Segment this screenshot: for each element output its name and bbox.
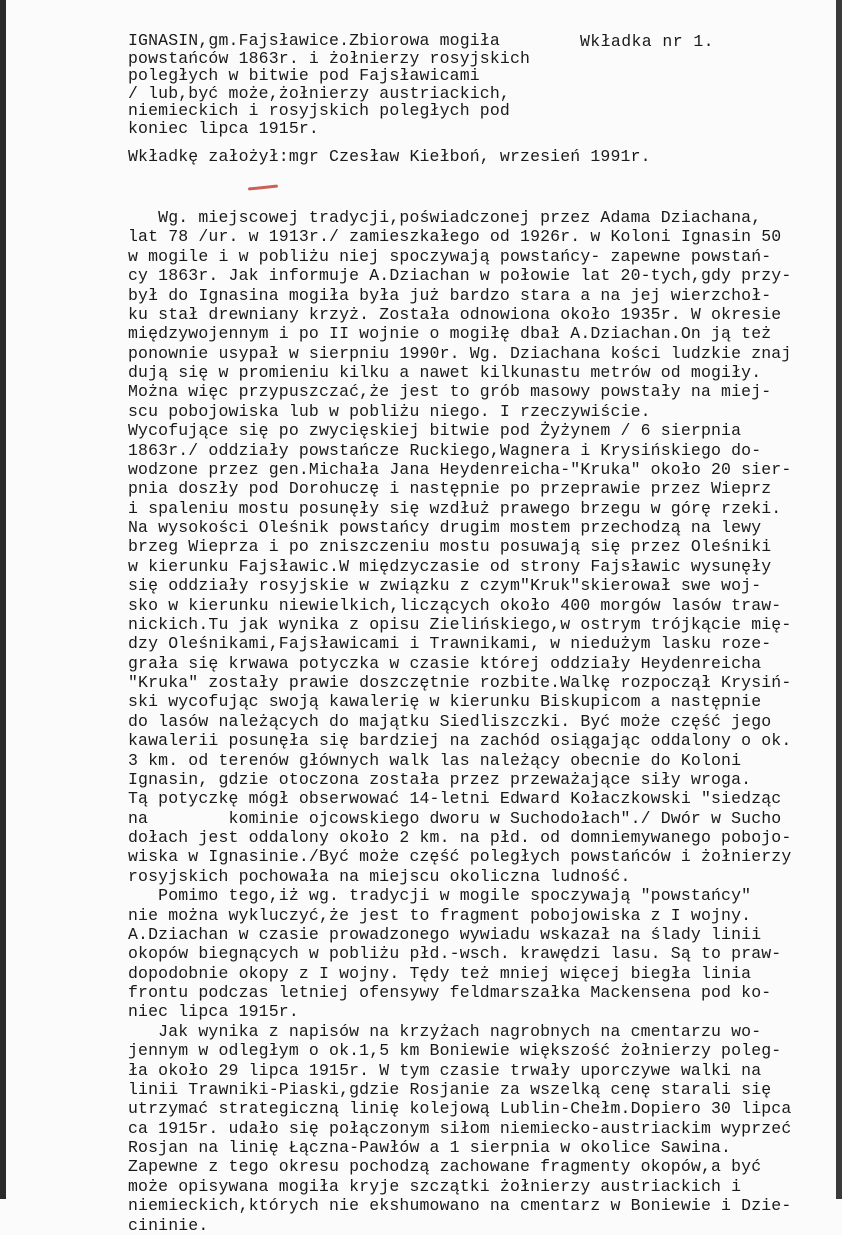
header-line: niemieckich i rosyjskich poległych pod — [128, 101, 510, 121]
body-line: linii Trawniki-Piaski,gdzie Rosjanie za wszelką cenę starali się — [128, 1079, 772, 1099]
body-line: dują się w promieniu kilku a nawet kilkunastu metrów od mogiły. — [128, 363, 762, 382]
body-line: w mogile i w pobliżu niej spoczywają powstańcy- zapewne powstań- — [128, 246, 772, 266]
body-line: dołach jest oddalony około 2 km. na płd. od domniemywanego pobojo- — [128, 828, 792, 847]
body-line: był do Ignasina mogiła była już bardzo stara a na jej wierzchoł- — [128, 285, 772, 305]
body-line: Zapewne z tego okresu pochodzą zachowane fragmenty okopów,a być — [128, 1157, 762, 1177]
body-line: A.Dziachan w czasie prowadzonego wywiadu wskazał na ślady linii — [128, 924, 762, 944]
document-header — [128, 32, 568, 138]
body-line: jennym w odległym o ok.1,5 km Boniewie większość żołnierzy poleg- — [128, 1041, 782, 1061]
header-line: koniec lipca 1915r. — [128, 118, 319, 138]
body-line: ku stał drewniany krzyż. Została odnowiona około 1935r. W okresie — [128, 304, 782, 324]
body-line: na kominie ojcowskiego dworu w Suchodołach"./ Dwór w Sucho — [128, 808, 782, 828]
body-line: brzeg Wieprza i po zniszczeniu mostu posuwają się przez Oleśniki — [128, 537, 772, 557]
body-line: 3 km. od terenów głównych walk las należący obecnie do Koloni — [128, 750, 742, 770]
body-line: utrzymać strategiczną linię kolejową Lublin-Chełm.Dopiero 30 lipca — [128, 1099, 792, 1119]
body-line: Pomimo tego,iż wg. tradycji w mogile spoczywają "powstańcy" — [128, 886, 752, 906]
header-line: powstańców 1863r. i żołnierzy rosyjskich — [128, 48, 531, 68]
header-line: / lub,być może,żołnierzy austriackich, — [128, 83, 510, 103]
body-line: Wycofujące się po zwycięskiej bitwie pod Żyżynem / 6 sierpnia — [128, 421, 742, 441]
body-line: Na wysokości Oleśnik powstańcy drugim mostem przechodzą na lewy — [128, 518, 762, 537]
body-line: rosyjskich pochowała na miejscu okoliczna ludność. — [128, 866, 631, 886]
body-line: Można więc przypuszczać,że jest to grób masowy powstały na miej- — [128, 382, 772, 402]
body-line: się oddziały rosyjskie w związku z czym"Kruk"skierował swe woj- — [128, 576, 762, 596]
body-line: kawalerii posunęła się bardziej na zachód osiągając oddalony o ok. — [128, 731, 792, 751]
body-line: ponownie usypał w sierpniu 1990r. Wg. Dziachana kości ludzkie znaj — [128, 343, 792, 363]
body-line: Ignasin, gdzie otoczona została przez przeważające siły wroga. — [128, 769, 752, 789]
body-line: nie można wykluczyć,że jest to fragment pobojowiska z I wojny. — [128, 905, 752, 925]
body-line: ski wycofując swoją kawalerię w kierunku Biskupicom a następnie — [128, 692, 762, 712]
scan-edge-right — [836, 0, 842, 1199]
body-line: dzy Oleśnikami,Fajsławicami i Trawnikami, w niedużym lasku roze- — [128, 634, 772, 654]
body-line: pnia doszły pod Dorohuczę i następnie po przeprawie przez Wieprz — [128, 479, 772, 499]
body-line: nickich.Tu jak wynika z opisu Zielińskiego,w ostrym trójkącie mię- — [128, 614, 792, 634]
body-line: może opisywana mogiła kryje szczątki żołnierzy austriackich i — [128, 1176, 742, 1196]
body-line: "Kruka" zostały prawie doszczętnie rozbite.Walkę rozpoczął Krysiń- — [128, 673, 792, 692]
body-line: cininie. — [128, 1215, 209, 1235]
body-line: Jak wynika z napisów na krzyżach nagrobnych na cmentarzu wo- — [128, 1021, 762, 1041]
body-line: ca 1915r. udało się połączonym siłom niemiecko-austriackim wyprzeć — [128, 1118, 792, 1138]
header-line: IGNASIN,gm.Fajsławice.Zbiorowa mogiła — [128, 31, 500, 50]
body-line: do lasów należących do majątku Siedliszczki. Być może część jego — [128, 711, 772, 731]
body-line: Rosjan na linię Łączna-Pawłów a 1 sierpnia w okolice Sawina. — [128, 1138, 732, 1157]
body-line: okopów biegnących w pobliżu płd.-wsch. krawędzi lasu. Są to praw- — [128, 944, 782, 964]
body-line: sko w kierunku niewielkich,liczących około 400 morgów lasów traw- — [128, 595, 782, 615]
author-line: Wkładkę założył:mgr Czesław Kiełboń, wrzesień 1991r. — [128, 147, 651, 166]
body-line: i spaleniu mostu posunęły się wzdłuż prawego brzegu w górę rzeki. — [128, 498, 782, 518]
body-line: grała się krwawa potyczka w czasie której oddziały Heydenreicha — [128, 653, 762, 673]
body-line: w kierunku Fajsławic.W międzyczasie od strony Fajsławic wysunęły — [128, 556, 772, 576]
body-line: niec lipca 1915r. — [128, 1002, 299, 1022]
body-line: dopodobnie okopy z I wojny. Tędy też mniej więcej biegła linia — [128, 963, 752, 983]
body-line: wiska w Ignasinie./Być może część poległych powstańców i żołnierzy — [128, 847, 792, 867]
pen-mark — [248, 184, 278, 190]
body-line: frontu podczas letniej ofensywy feldmarszałka Mackensena pod ko- — [128, 983, 772, 1002]
body-line: międzywojennym i po II wojnie o mogiłę dbał A.Dziachan.On ją też — [128, 324, 772, 344]
body-line: lat 78 /ur. w 1913r./ zamieszkałego od 1926r. w Koloni Ignasin 50 — [128, 227, 782, 247]
body-line: wodzone przez gen.Michała Jana Heydenreicha-"Kruka" około 20 sier- — [128, 459, 792, 479]
document-body — [128, 208, 828, 1235]
body-line: niemieckich,których nie ekshumowano na cmentarz w Boniewie i Dzie- — [128, 1196, 792, 1216]
body-line: Wg. miejscowej tradycji,poświadczonej przez Adama Dziachana, — [128, 208, 762, 227]
body-line: ła około 29 lipca 1915r. W tym czasie trwały uporczywe walki na — [128, 1060, 762, 1080]
body-line: cy 1863r. Jak informuje A.Dziachan w połowie lat 20-tych,gdy przy- — [128, 266, 792, 286]
body-line: 1863r./ oddziały powstańcze Ruckiego,Wagnera i Krysińskiego do- — [128, 440, 762, 460]
body-line: scu pobojowiska lub w pobliżu niego. I rzeczywiście. — [128, 401, 651, 421]
header-line: poległych w bitwie pod Fajsławicami — [128, 66, 480, 86]
insert-label: Wkładka nr 1. — [580, 32, 714, 51]
scan-edge-left — [0, 0, 6, 1199]
body-line: Tą potyczkę mógł obserwować 14-letni Edward Kołaczkowski "siedząc — [128, 789, 782, 809]
